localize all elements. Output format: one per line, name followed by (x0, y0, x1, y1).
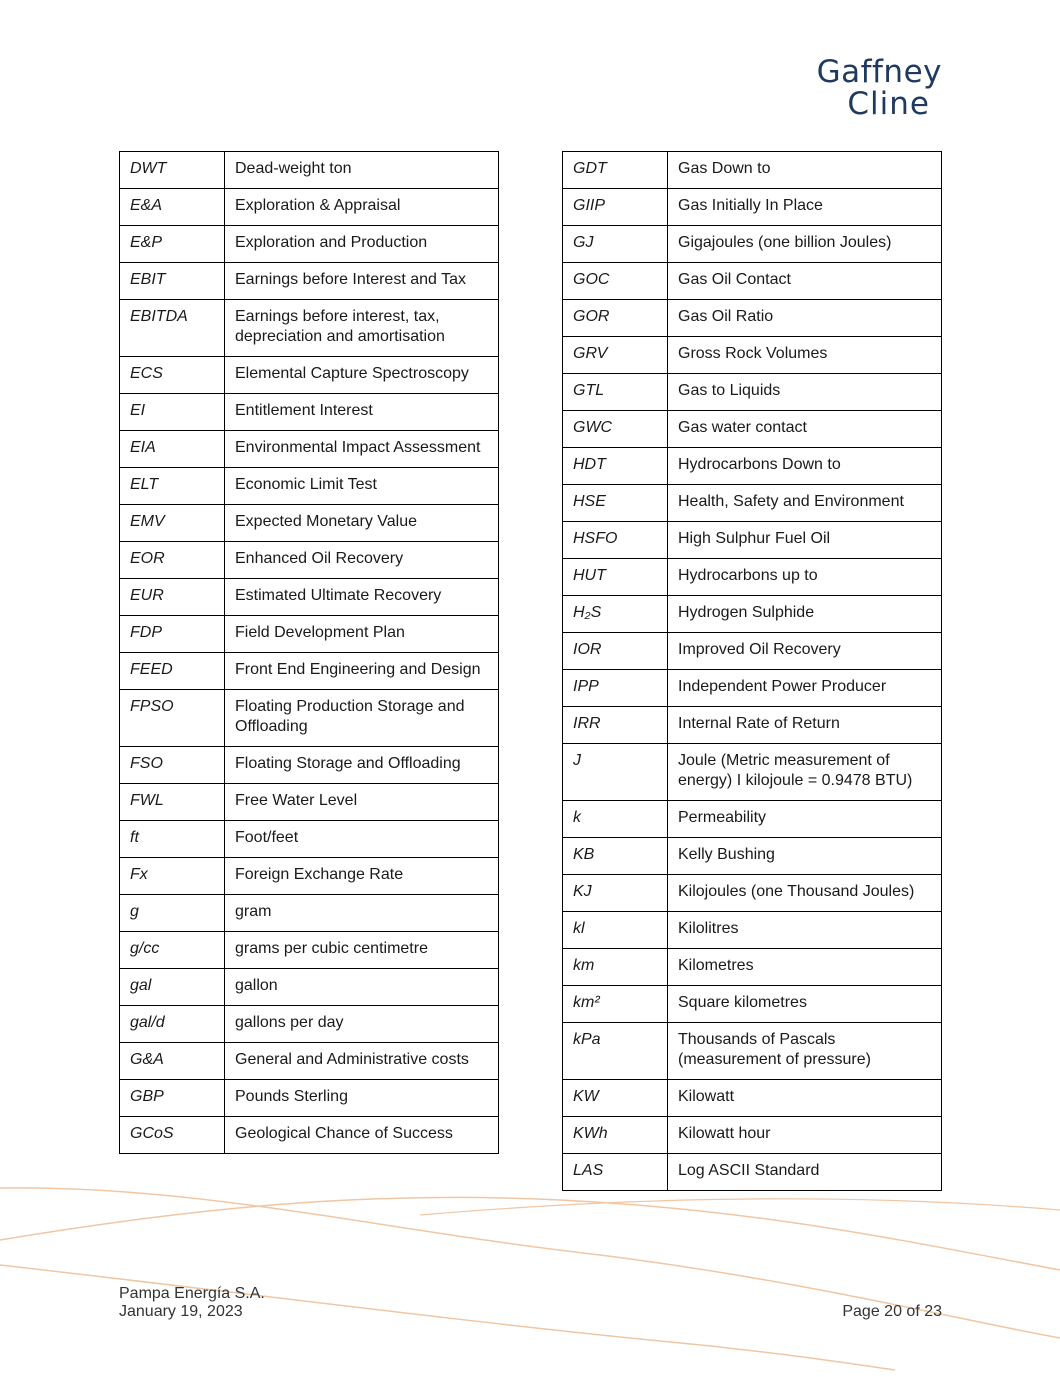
abbreviations-table-left (119, 151, 499, 1154)
abbreviation-term: KB (563, 838, 668, 875)
abbreviation-definition: Improved Oil Recovery (668, 633, 942, 670)
abbreviation-term: ft (120, 821, 225, 858)
abbreviation-term: g (120, 895, 225, 932)
abbreviation-definition: Estimated Ultimate Recovery (225, 579, 499, 616)
abbreviation-term: GJ (563, 226, 668, 263)
table-row (563, 522, 942, 559)
abbreviation-definition: Square kilometres (668, 986, 942, 1023)
wave-line-4 (420, 1199, 1060, 1215)
table-row (563, 1023, 942, 1080)
abbreviation-term: FEED (120, 653, 225, 690)
table-row (563, 949, 942, 986)
table-row (563, 411, 942, 448)
table-row (563, 986, 942, 1023)
abbreviation-definition: Joule (Metric measurement of energy) I kilojoule = 0.9478 BTU) (668, 744, 942, 801)
abbreviation-definition: Environmental Impact Assessment (225, 431, 499, 468)
abbreviation-definition: Foreign Exchange Rate (225, 858, 499, 895)
abbreviation-definition: Entitlement Interest (225, 394, 499, 431)
abbreviation-term: gal/d (120, 1006, 225, 1043)
table-row (563, 337, 942, 374)
abbreviation-definition: Field Development Plan (225, 616, 499, 653)
abbreviation-definition: Kelly Bushing (668, 838, 942, 875)
abbreviation-term: FSO (120, 747, 225, 784)
table-row (563, 1154, 942, 1191)
abbreviation-definition: Kilojoules (one Thousand Joules) (668, 875, 942, 912)
table-row (120, 858, 499, 895)
abbreviation-definition: Exploration and Production (225, 226, 499, 263)
wave-line-1 (0, 1197, 1060, 1270)
table-row (120, 189, 499, 226)
abbreviation-term: KWh (563, 1117, 668, 1154)
table-row (563, 1080, 942, 1117)
abbreviation-definition: Health, Safety and Environment (668, 485, 942, 522)
table-row (563, 1117, 942, 1154)
table-row (120, 394, 499, 431)
decorative-waves (0, 1170, 1060, 1377)
abbreviation-term: FWL (120, 784, 225, 821)
abbreviation-definition: Expected Monetary Value (225, 505, 499, 542)
abbreviation-term: GWC (563, 411, 668, 448)
logo-line-1: Gaffney (816, 54, 942, 90)
abbreviation-definition: Permeability (668, 801, 942, 838)
abbreviation-definition: Gas Initially In Place (668, 189, 942, 226)
abbreviation-term: GOR (563, 300, 668, 337)
abbreviation-definition: Independent Power Producer (668, 670, 942, 707)
abbreviation-definition: Thousands of Pascals (measurement of pressure) (668, 1023, 942, 1080)
table-row (120, 895, 499, 932)
abbreviation-term: kPa (563, 1023, 668, 1080)
abbreviation-term: EMV (120, 505, 225, 542)
abbreviation-term: EBITDA (120, 300, 225, 357)
table-row (563, 263, 942, 300)
abbreviation-definition: Pounds Sterling (225, 1080, 499, 1117)
table-row (563, 559, 942, 596)
abbreviation-definition: gallon (225, 969, 499, 1006)
table-row (120, 616, 499, 653)
table-row (120, 505, 499, 542)
abbreviation-term: H₂S (563, 596, 668, 633)
abbreviation-definition: Dead-weight ton (225, 152, 499, 189)
abbreviation-term: E&P (120, 226, 225, 263)
abbreviation-term: GIIP (563, 189, 668, 226)
abbreviation-term: IRR (563, 707, 668, 744)
abbreviation-term: DWT (120, 152, 225, 189)
table-row (120, 300, 499, 357)
table-row (120, 653, 499, 690)
abbreviation-term: Fx (120, 858, 225, 895)
abbreviation-term: KJ (563, 875, 668, 912)
abbreviation-term: FDP (120, 616, 225, 653)
abbreviation-definition: Economic Limit Test (225, 468, 499, 505)
table-row (563, 226, 942, 263)
abbreviation-term: kl (563, 912, 668, 949)
abbreviation-term: HSE (563, 485, 668, 522)
abbreviation-definition: Floating Storage and Offloading (225, 747, 499, 784)
abbreviation-term: g/cc (120, 932, 225, 969)
table-row (120, 431, 499, 468)
abbreviation-term: GCoS (120, 1117, 225, 1154)
abbreviation-term: GDT (563, 152, 668, 189)
table-row (563, 152, 942, 189)
table-row (120, 579, 499, 616)
company-logo (790, 56, 942, 120)
abbreviation-term: G&A (120, 1043, 225, 1080)
table-row (563, 189, 942, 226)
abbreviation-term: J (563, 744, 668, 801)
abbreviation-definition: Kilometres (668, 949, 942, 986)
table-row (563, 670, 942, 707)
abbreviation-term: k (563, 801, 668, 838)
abbreviation-definition: Gas to Liquids (668, 374, 942, 411)
abbreviation-definition: Internal Rate of Return (668, 707, 942, 744)
abbreviation-definition: grams per cubic centimetre (225, 932, 499, 969)
abbreviation-term: EIA (120, 431, 225, 468)
table-row (120, 932, 499, 969)
abbreviation-definition: Gas Oil Ratio (668, 300, 942, 337)
abbreviation-definition: Hydrocarbons Down to (668, 448, 942, 485)
table-row (120, 1117, 499, 1154)
abbreviation-term: km² (563, 986, 668, 1023)
table-row (120, 542, 499, 579)
footer-left (119, 1285, 265, 1321)
abbreviation-term: HUT (563, 559, 668, 596)
abbreviation-term: ELT (120, 468, 225, 505)
abbreviation-term: GBP (120, 1080, 225, 1117)
abbreviations-table-right (562, 151, 942, 1191)
abbreviation-definition: Front End Engineering and Design (225, 653, 499, 690)
abbreviation-definition: Geological Chance of Success (225, 1117, 499, 1154)
abbreviation-definition: Gas water contact (668, 411, 942, 448)
table-row (563, 912, 942, 949)
right-table-body (563, 152, 942, 1191)
abbreviation-term: FPSO (120, 690, 225, 747)
abbreviation-definition: Kilowatt (668, 1080, 942, 1117)
table-row (120, 747, 499, 784)
abbreviation-definition: Exploration & Appraisal (225, 189, 499, 226)
abbreviation-definition: Kilolitres (668, 912, 942, 949)
left-table-body (120, 152, 499, 1154)
abbreviation-term: EBIT (120, 263, 225, 300)
abbreviation-term: IPP (563, 670, 668, 707)
table-row (563, 596, 942, 633)
abbreviation-definition: Elemental Capture Spectroscopy (225, 357, 499, 394)
table-row (120, 821, 499, 858)
abbreviation-definition: gallons per day (225, 1006, 499, 1043)
table-row (120, 357, 499, 394)
abbreviation-definition: Hydrocarbons up to (668, 559, 942, 596)
table-row (120, 152, 499, 189)
abbreviation-term: gal (120, 969, 225, 1006)
abbreviation-term: GOC (563, 263, 668, 300)
logo-line-2: Cline (847, 86, 930, 122)
abbreviation-definition: Foot/feet (225, 821, 499, 858)
abbreviation-definition: Earnings before Interest and Tax (225, 263, 499, 300)
abbreviation-term: EOR (120, 542, 225, 579)
abbreviation-definition: Enhanced Oil Recovery (225, 542, 499, 579)
abbreviation-definition: Log ASCII Standard (668, 1154, 942, 1191)
abbreviation-definition: Floating Production Storage and Offloading (225, 690, 499, 747)
abbreviation-definition: Gigajoules (one billion Joules) (668, 226, 942, 263)
abbreviation-definition: gram (225, 895, 499, 932)
table-row (563, 300, 942, 337)
table-row (563, 707, 942, 744)
table-row (563, 448, 942, 485)
table-row (120, 690, 499, 747)
table-row (120, 263, 499, 300)
abbreviation-definition: Kilowatt hour (668, 1117, 942, 1154)
page-number: Page 20 of 23 (842, 1303, 942, 1320)
table-row (120, 969, 499, 1006)
table-row (563, 633, 942, 670)
abbreviation-term: ECS (120, 357, 225, 394)
table-row (120, 468, 499, 505)
table-row (563, 374, 942, 411)
abbreviation-definition: Free Water Level (225, 784, 499, 821)
abbreviation-term: GTL (563, 374, 668, 411)
table-row (563, 485, 942, 522)
abbreviation-term: KW (563, 1080, 668, 1117)
table-row (120, 1006, 499, 1043)
table-row (120, 226, 499, 263)
table-row (120, 1043, 499, 1080)
abbreviation-term: IOR (563, 633, 668, 670)
table-row (563, 744, 942, 801)
abbreviation-definition: Gas Down to (668, 152, 942, 189)
abbreviation-definition: Gas Oil Contact (668, 263, 942, 300)
abbreviation-term: km (563, 949, 668, 986)
abbreviation-term: EI (120, 394, 225, 431)
abbreviation-definition: General and Administrative costs (225, 1043, 499, 1080)
table-row (120, 1080, 499, 1117)
abbreviation-definition: Earnings before interest, tax, depreciation and amortisation (225, 300, 499, 357)
footer-company: Pampa Energía S.A. (119, 1285, 265, 1302)
table-row (563, 838, 942, 875)
abbreviation-term: HDT (563, 448, 668, 485)
table-row (563, 801, 942, 838)
abbreviation-term: GRV (563, 337, 668, 374)
abbreviation-definition: Gross Rock Volumes (668, 337, 942, 374)
footer-date: January 19, 2023 (119, 1303, 243, 1320)
abbreviation-term: HSFO (563, 522, 668, 559)
abbreviation-term: LAS (563, 1154, 668, 1191)
abbreviation-term: E&A (120, 189, 225, 226)
table-row (563, 875, 942, 912)
abbreviation-definition: Hydrogen Sulphide (668, 596, 942, 633)
abbreviation-term: EUR (120, 579, 225, 616)
table-row (120, 784, 499, 821)
abbreviation-definition: High Sulphur Fuel Oil (668, 522, 942, 559)
